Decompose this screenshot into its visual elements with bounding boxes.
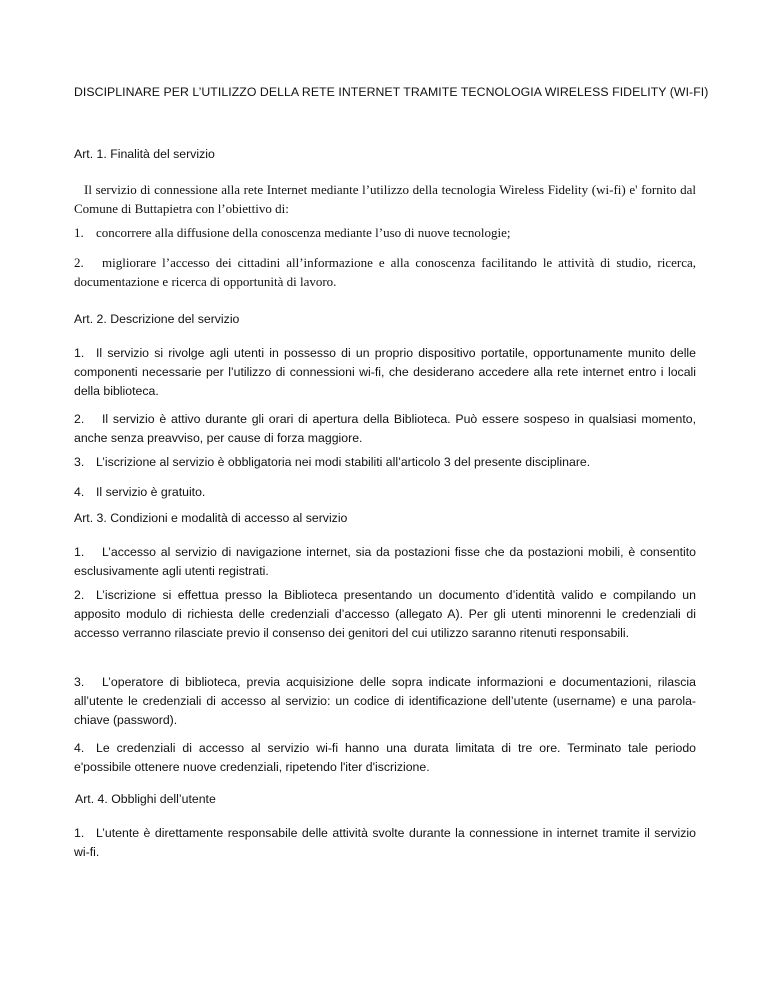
item-text: L’operatore di biblioteca, previa acquisizione delle sopra indicate informazioni e documentazioni, rilascia all’utente le credenziali di accesso al servizio: un codice di identificazione dell’utente (username) e una parola-chiave (password). <box>74 675 696 727</box>
art2-item-3 <box>74 453 696 472</box>
item-text: Il servizio è attivo durante gli orari di apertura della Biblioteca. Può essere sospeso in qualsiasi momento, anche senza preavviso, per cause di forza maggiore. <box>74 412 696 445</box>
art1-heading: Art. 1. Finalità del servizio <box>74 147 215 161</box>
art1-intro: Il servizio di connessione alla rete Internet mediante l’utilizzo della tecnologia Wireless Fidelity (wi-fi) e' fornito dal Comune di Buttapietra con l’obiettivo di: <box>74 182 696 216</box>
art1-item-1 <box>74 223 696 242</box>
item-text: concorrere alla diffusione della conoscenza mediante l’uso di nuove tecnologie; <box>96 225 511 240</box>
item-number: 1. <box>74 225 84 240</box>
item-text: L’accesso al servizio di navigazione internet, sia da postazioni fisse che da postazioni mobili, è consentito esclusivamente agli utenti registrati. <box>74 545 696 578</box>
art2-heading: Art. 2. Descrizione del servizio <box>74 312 240 326</box>
item-text: Le credenziali di accesso al servizio wi-fi hanno una durata limitata di tre ore. Terminato tale periodo e'possibile ottenere nuove credenziali, ripetendo l'iter d'iscrizione. <box>74 741 696 774</box>
art4-heading: Art. 4. Obblighi dell’utente <box>75 792 216 806</box>
item-text: L’iscrizione al servizio è obbligatoria nei modi stabiliti all’articolo 3 del presente disciplinare. <box>96 455 591 469</box>
art2-item-1 <box>74 344 696 401</box>
art3-heading: Art. 3. Condizioni e modalità di accesso al servizio <box>74 511 348 525</box>
item-number: 1. <box>74 346 85 360</box>
item-number: 2. <box>74 255 84 270</box>
item-number: 4. <box>74 485 85 499</box>
item-number: 1. <box>74 545 85 559</box>
item-number: 3. <box>74 455 85 469</box>
item-number: 2. <box>74 588 85 602</box>
item-text: L’iscrizione si effettua presso la Biblioteca presentando un documento d’identità valido e compilando un apposito modulo di richiesta delle credenziali d’accesso (allegato A). Per gli utenti minorenni le credenziali di accesso verranno rilasciate previo il consenso dei genitori del cui utilizzo saranno ritenuti responsabili. <box>74 588 696 640</box>
item-number: 2. <box>74 412 85 426</box>
art3-item-2 <box>74 586 696 643</box>
art2-item-2 <box>74 410 696 448</box>
item-text: L’utente è direttamente responsabile delle attività svolte durante la connessione in internet tramite il servizio wi-fi. <box>74 826 696 859</box>
item-text: Il servizio è gratuito. <box>96 485 206 499</box>
item-text: Il servizio si rivolge agli utenti in possesso di un proprio dispositivo portatile, opportunamente munito delle componenti necessarie per l’utilizzo di connessioni wi-fi, che desiderano accedere alla rete internet entro i locali della biblioteca. <box>74 346 696 398</box>
item-text: migliorare l’accesso dei cittadini all’informazione e alla conoscenza facilitando le attività di studio, ricerca, documentazione e ricerca di opportunità di lavoro. <box>74 255 696 289</box>
art2-item-4 <box>74 483 696 502</box>
document-title: DISCIPLINARE PER L’UTILIZZO DELLA RETE INTERNET TRAMITE TECNOLOGIA WIRELESS FIDELITY (WI-FI) <box>74 85 709 99</box>
art3-item-4 <box>74 739 696 777</box>
item-number: 3. <box>74 675 85 689</box>
art3-item-3 <box>74 673 696 730</box>
document-page <box>74 0 709 994</box>
item-number: 1. <box>74 826 85 840</box>
art1-item-2 <box>74 253 696 291</box>
art3-item-1 <box>74 543 696 581</box>
art4-item-1 <box>74 824 696 862</box>
item-number: 4. <box>74 741 85 755</box>
